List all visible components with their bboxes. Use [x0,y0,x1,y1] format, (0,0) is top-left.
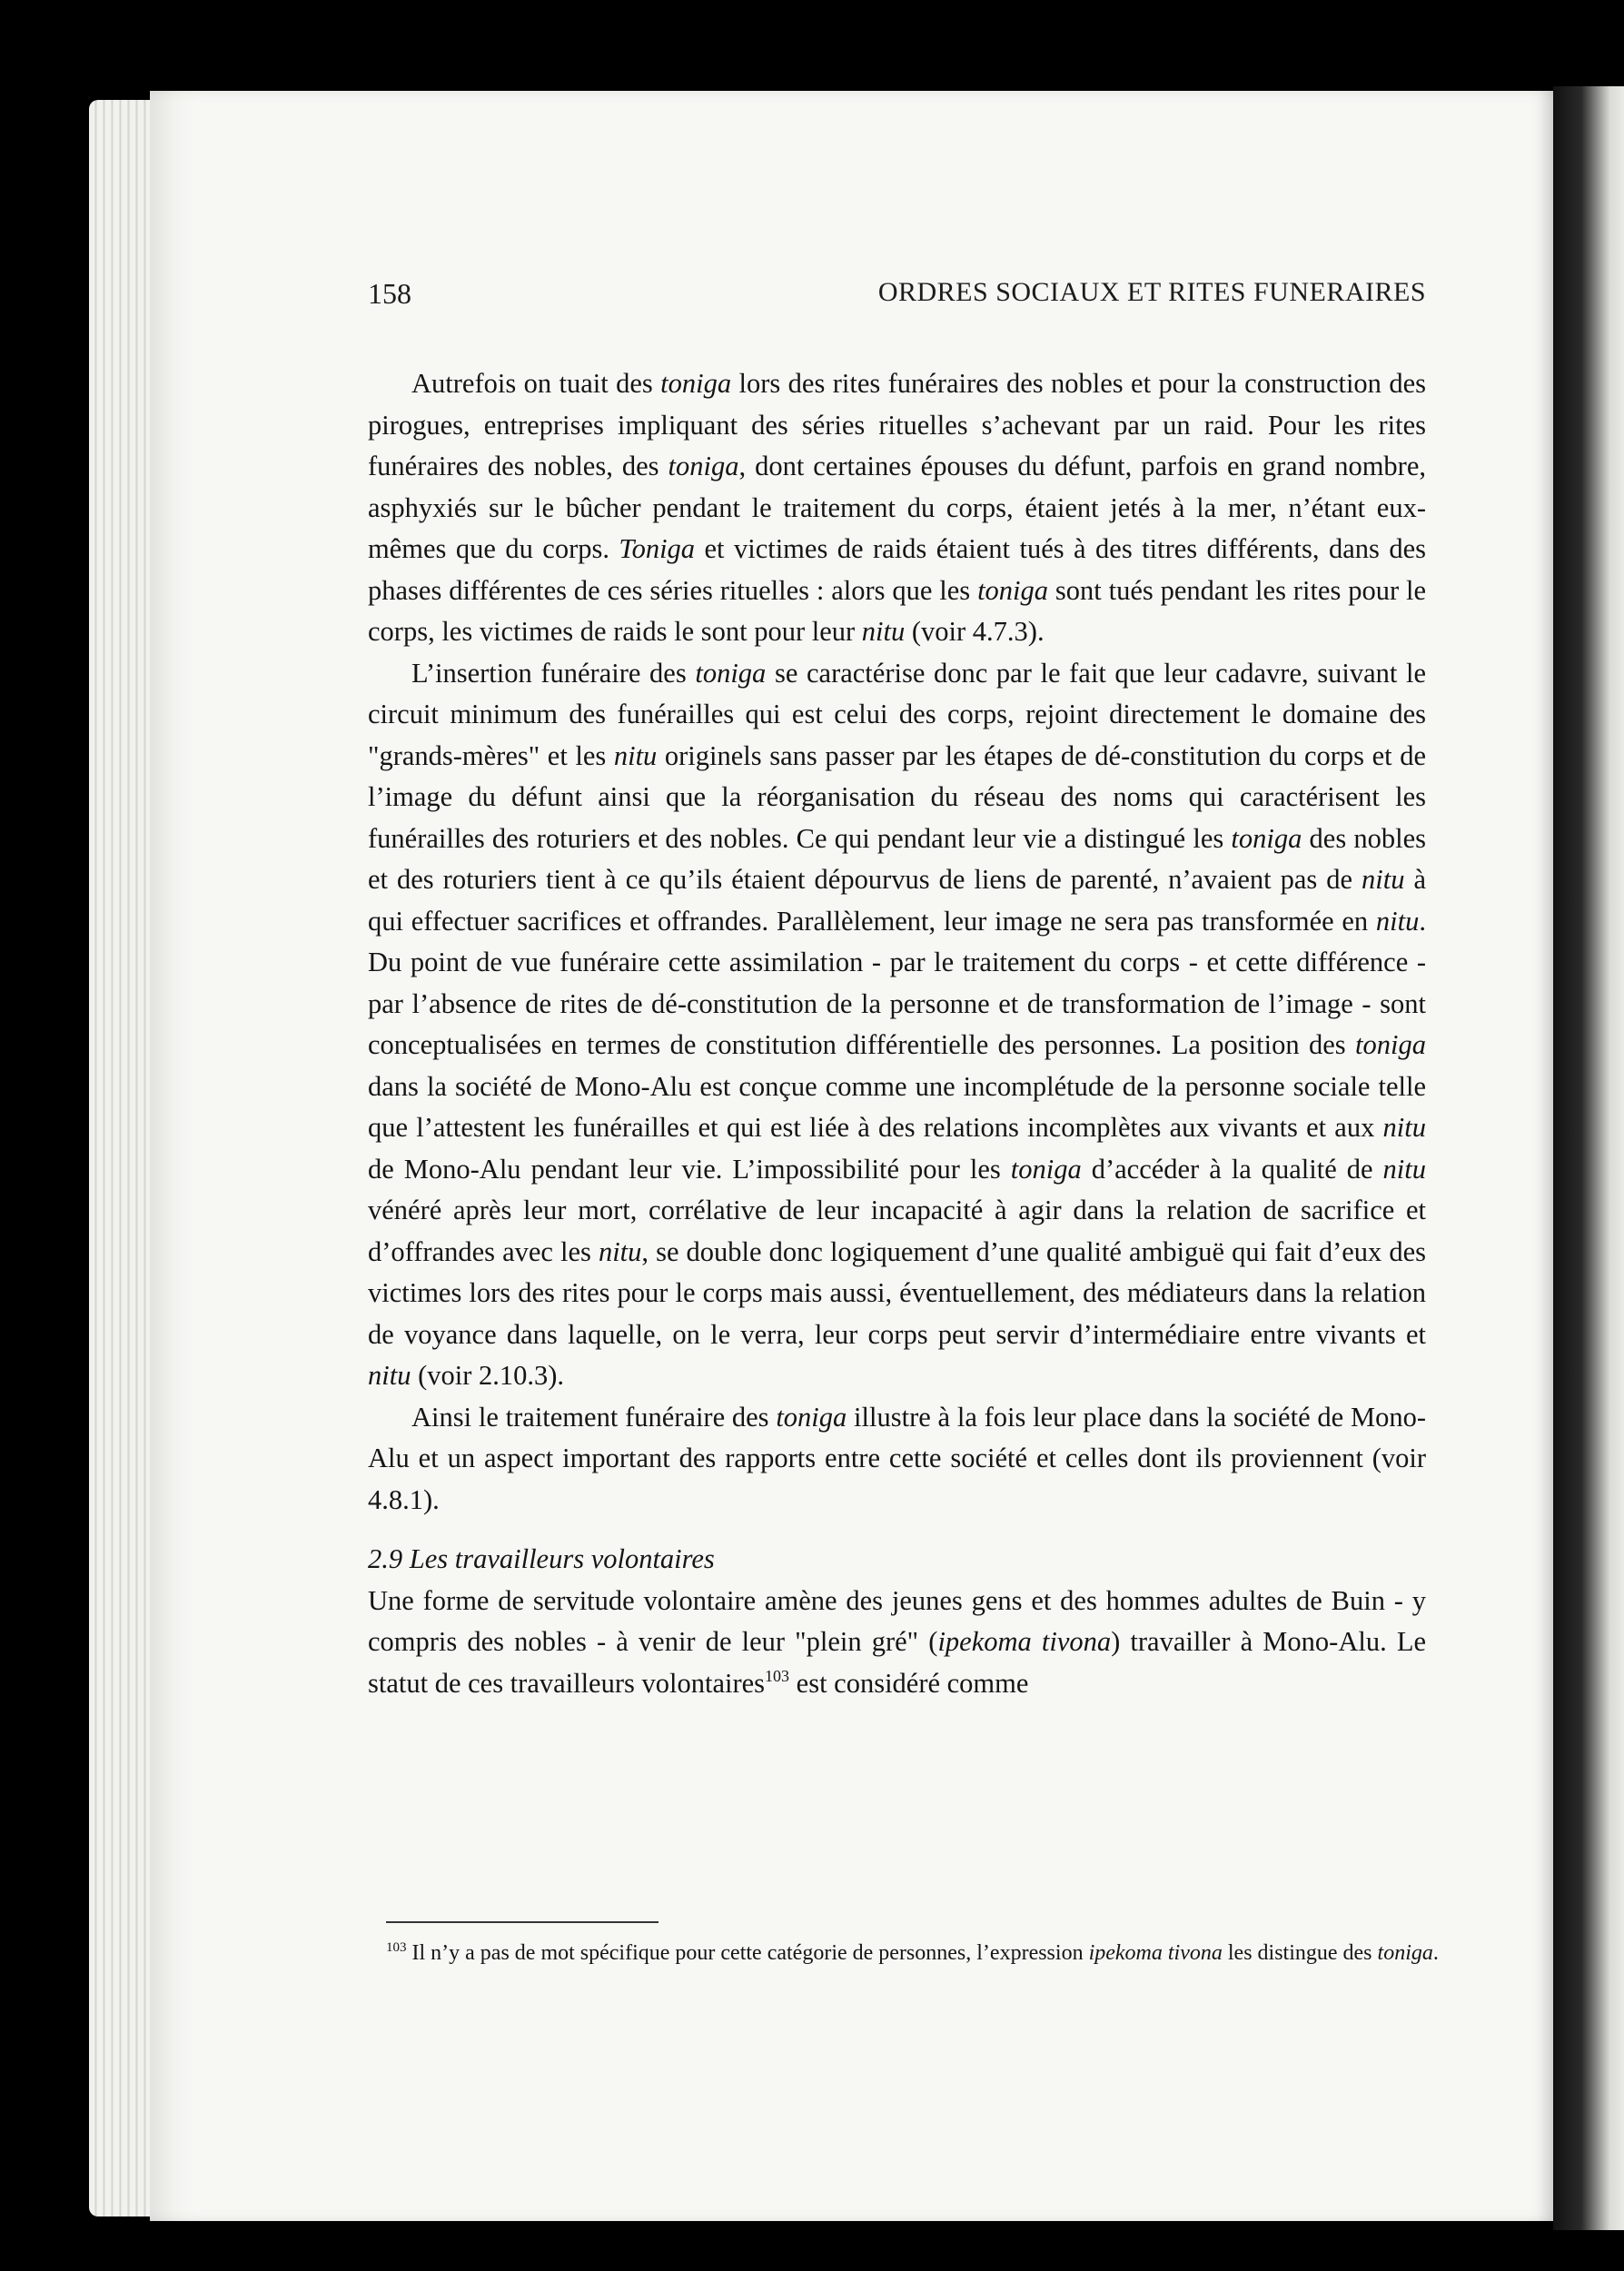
text-run: se caractérise donc par le fait que leur cadavre, suivant le circuit minimum des funérailles qui est celui des corps, rejoint directement le domaine des "grands-mères" et les [368,657,1426,771]
text-run: les distingue des [1222,1941,1378,1965]
text-run: (voir 2.10.3). [411,1360,565,1391]
italic-term: toniga [1010,1153,1082,1185]
body-text [368,363,1426,1704]
footnote-103 [386,1935,1444,1971]
text-run: , se double donc logiquement d’une qualité ambiguë qui fait d’eux des victimes lors des rites pour le corps mais aussi, éventuellement, des médiateurs dans la relation de voyance dans laquelle, on le verra, leur corps peut servir d’intermédiaire entre vivants et [368,1235,1426,1350]
footnote-divider [386,1921,659,1923]
italic-term: toniga [776,1401,847,1433]
text-run: de Mono-Alu pendant leur vie. L’impossibilité pour les [368,1153,1011,1185]
italic-term: ipekoma tivona [1088,1941,1223,1965]
text-run: originels sans passer par les étapes de dé-constitution du corps et de l’image du défunt ainsi que la réorganisation du réseau des noms qui caractérisent les funérailles des roturiers et des nobles. Ce qui pendant leur vie a distingué les [368,739,1426,854]
italic-term: nitu [1382,1153,1426,1185]
italic-term: nitu [861,616,906,647]
text-run: Une forme de servitude volontaire amène des jeunes gens et des hommes adultes de Buin - y compris des nobles - à venir de leur "plein gré" ( [368,1584,1426,1657]
italic-term: nitu [1362,864,1405,895]
text-run: vénéré après leur mort, corrélative de leur incapacité à agir dans la relation de sacrifice et d’offrandes avec les [368,1195,1426,1267]
text-run: ) travailler à Mono-Alu. Le statut de ces travailleurs volontaires [368,1626,1427,1699]
italic-term: Toniga [619,533,696,564]
italic-term: toniga [660,368,732,399]
text-run: . [1432,1941,1439,1965]
text-run: sont tués pendant les rites pour le corps, les victimes de raids le sont pour leur [368,574,1426,647]
text-run: est considéré comme [789,1667,1029,1699]
italic-term: nitu [1375,905,1420,937]
italic-term: toniga [695,657,767,689]
text-run: L’insertion funéraire des [411,657,696,689]
paragraph-2 [368,653,1426,1397]
footnote-number: 103 [386,1940,407,1955]
facing-page-edge [1553,86,1624,2230]
text-run: Ainsi le traitement funéraire des [411,1401,777,1433]
italic-term: toniga [668,451,739,481]
italic-term: nitu [368,1360,411,1391]
text-run: . Du point de vue funéraire cette assimilation - par le traitement du corps - et cette différence - par l’absence de rites de dé-constitution de la personne et de transformation de l’image - sont conceptualisées en termes de constitution différentielle des personnes. La position des [368,905,1426,1060]
italic-term: nitu [1382,1112,1426,1143]
text-run: illustre à la fois leur place dans la société de Mono-Alu et un aspect important des rapports entre cette société et celles dont ils proviennent (voir 4.8.1). [368,1401,1426,1515]
text-run: des nobles et des roturiers tient à ce qu’ils étaient dépourvus de liens de parenté, n’avaient pas de [368,822,1426,895]
text-run: Il n’y a pas de mot spécifique pour cette catégorie de personnes, l’expression [406,1941,1089,1965]
text-run: à qui effectuer sacrifices et offrandes. Parallèlement, leur image ne sera pas transformée en [368,864,1427,937]
section-title: 2.9 Les travailleurs volontaires [368,1543,715,1574]
paragraph-3 [368,1397,1426,1522]
italic-term: ipekoma tivona [937,1626,1112,1657]
running-title: ORDRES SOCIAUX ET RITES FUNERAIRES [877,277,1426,307]
text-run: (voir 4.7.3). [905,616,1045,647]
italic-term: toniga [1377,1941,1433,1965]
paragraph-1 [368,363,1426,653]
text-run: d’accéder à la qualité de [1081,1153,1383,1185]
italic-term: toniga [1231,822,1302,854]
page-number: 158 [368,277,411,310]
text-run: Autrefois on tuait des [411,368,661,399]
text-run: et victimes de raids étaient tués à des titres différents, dans des phases différentes de ces séries rituelles : alors que les [368,533,1426,606]
running-head [368,277,1426,313]
italic-term: nitu [613,739,658,771]
italic-term: toniga [977,574,1049,606]
text-run: dans la société de Mono-Alu est conçue comme une incomplétude de la personne sociale telle que l’attestent les funérailles et qui est liée à des relations incomplètes aux vivants et aux [368,1070,1426,1143]
footnote-ref: 103 [765,1666,790,1685]
text-run: , dont certaines épouses du défunt, parfois en grand nombre, asphyxiés sur le bûcher pendant le traitement du corps, étaient jetés à la mer, n’étant eux-mêmes que du corps. [368,451,1426,564]
italic-term: nitu [598,1235,642,1267]
paragraph-4 [368,1581,1426,1705]
text-run: lors des rites funéraires des nobles et pour la construction des pirogues, entreprises impliquant des séries rituelles s’achevant par un raid. Pour les rites funéraires des nobles, des [368,368,1426,481]
italic-term: toniga [1355,1029,1426,1060]
